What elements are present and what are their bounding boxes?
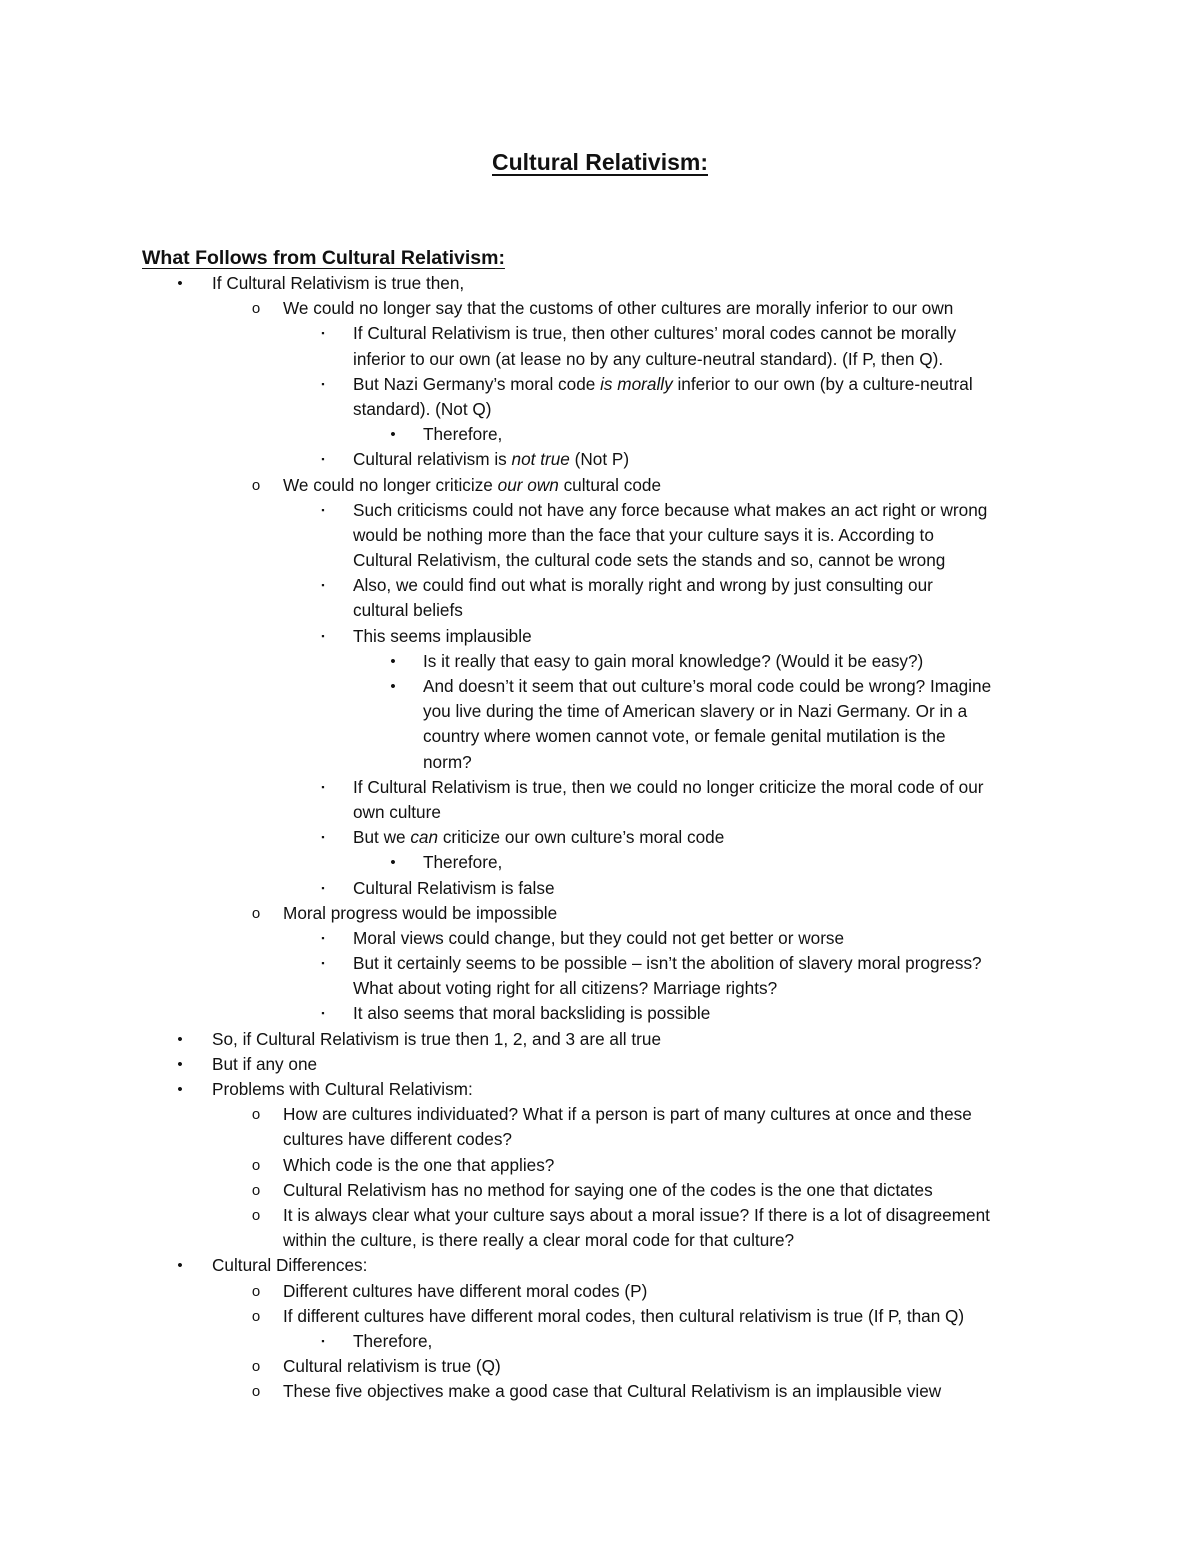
bullet-marker-icon: ▪ xyxy=(321,1335,325,1346)
list-item-continuation xyxy=(0,397,1200,422)
bullet-marker-icon: • xyxy=(177,1030,183,1048)
bullet-marker-icon: • xyxy=(177,1081,183,1098)
bullet-marker-icon: ▪ xyxy=(321,932,325,943)
list-item-text: Such criticisms could not have any force because what makes an act right or wrong xyxy=(353,499,988,520)
list-item xyxy=(0,447,1200,472)
list-item-continuation xyxy=(0,1127,1200,1152)
list-item-text: If Cultural Relativism is true, then other cultures’ moral codes cannot be morally xyxy=(353,323,957,344)
list-item xyxy=(0,1153,1200,1178)
emphasis-text: our own xyxy=(497,474,559,495)
list-item-text: But it certainly seems to be possible – isn’t the abolition of slavery moral progress? xyxy=(353,953,982,974)
list-item-text: It also seems that moral backsliding is possible xyxy=(353,1003,711,1024)
list-item xyxy=(0,1178,1200,1203)
bullet-marker-icon: o xyxy=(251,1181,261,1199)
list-item-text: How are cultures individuated? What if a person is part of many cultures at once and these xyxy=(283,1104,972,1125)
bullet-marker-icon: • xyxy=(177,275,183,292)
list-item-continuation xyxy=(0,750,1200,775)
list-item xyxy=(0,825,1200,850)
list-item xyxy=(0,1329,1200,1354)
list-item-text: These five objectives make a good case that Cultural Relativism is an implausible view xyxy=(283,1381,942,1402)
list-item xyxy=(0,926,1200,951)
list-item-text: But if any one xyxy=(212,1053,318,1074)
list-item-text: own culture xyxy=(353,801,441,822)
bullet-marker-icon: ▪ xyxy=(321,378,325,389)
section-heading: What Follows from Cultural Relativism: xyxy=(142,247,505,269)
list-item-text: Also, we could find out what is morally right and wrong by just consulting our xyxy=(353,575,933,596)
list-item-text: you live during the time of American slavery or in Nazi Germany. Or in a xyxy=(423,701,968,722)
list-item-text: cultural beliefs xyxy=(353,600,463,621)
list-item xyxy=(0,1379,1200,1404)
list-item-text: If Cultural Relativism is true, then we could no longer criticize the moral code of our xyxy=(353,776,984,797)
list-item xyxy=(0,1304,1200,1329)
list-item-text: Cultural relativism is not true (Not P) xyxy=(353,449,630,470)
bullet-marker-icon: o xyxy=(251,300,261,318)
list-item xyxy=(0,573,1200,598)
list-item xyxy=(0,1027,1200,1052)
list-item-text: within the culture, is there really a clear moral code for that culture? xyxy=(283,1230,795,1251)
list-item-text: But we can criticize our own culture’s moral code xyxy=(353,827,725,848)
list-item-text: It is always clear what your culture says about a moral issue? If there is a lot of disagreement xyxy=(283,1204,990,1225)
list-item-text: If different cultures have different moral codes, then cultural relativism is true (If P, than Q) xyxy=(283,1305,965,1326)
list-item-continuation xyxy=(0,800,1200,825)
list-item xyxy=(0,1354,1200,1379)
bullet-marker-icon: ▪ xyxy=(321,1008,325,1019)
list-item-text: norm? xyxy=(423,751,472,772)
list-item-text: cultures have different codes? xyxy=(283,1129,512,1150)
list-item-text: standard). (Not Q) xyxy=(353,398,492,419)
list-item-text: But Nazi Germany’s moral code is morally inferior to our own (by a culture-neutral xyxy=(353,373,973,394)
list-item xyxy=(0,498,1200,523)
list-item-text: Different cultures have different moral codes (P) xyxy=(283,1280,648,1301)
bullet-marker-icon: • xyxy=(177,1055,183,1073)
list-item xyxy=(0,624,1200,649)
bullet-marker-icon: ▪ xyxy=(321,328,325,339)
list-item-text: If Cultural Relativism is true then, xyxy=(212,273,465,293)
list-item-continuation xyxy=(0,724,1200,749)
list-item xyxy=(0,850,1200,875)
bullet-marker-icon: • xyxy=(177,1257,183,1275)
list-item xyxy=(0,876,1200,901)
list-item-continuation xyxy=(0,1228,1200,1253)
bullet-marker-icon: ▪ xyxy=(321,580,325,591)
bullet-marker-icon: o xyxy=(251,1156,261,1174)
list-item xyxy=(0,649,1200,674)
emphasis-text: not true xyxy=(511,449,570,470)
list-item xyxy=(0,1102,1200,1127)
list-item-text: We could no longer say that the customs of other cultures are morally inferior to our own xyxy=(283,298,954,319)
list-item-text: This seems implausible xyxy=(353,625,532,646)
list-item xyxy=(0,901,1200,926)
list-item xyxy=(0,1077,1200,1102)
list-item-continuation xyxy=(0,347,1200,372)
list-item-text: Cultural relativism is true (Q) xyxy=(283,1356,501,1377)
list-item xyxy=(0,1279,1200,1304)
bullet-marker-icon: • xyxy=(390,854,396,872)
list-item xyxy=(0,951,1200,976)
list-item xyxy=(0,775,1200,800)
bullet-marker-icon: • xyxy=(390,652,396,670)
list-item-continuation xyxy=(0,598,1200,623)
list-item-text: country where women cannot vote, or female genital mutilation is the xyxy=(423,726,946,747)
list-item-text: Which code is the one that applies? xyxy=(283,1154,555,1175)
list-item-continuation xyxy=(0,523,1200,548)
bullet-marker-icon: ▪ xyxy=(321,781,325,792)
list-item-continuation xyxy=(0,548,1200,573)
list-item-text: Problems with Cultural Relativism: xyxy=(212,1079,473,1099)
list-item xyxy=(0,1052,1200,1077)
list-item-text: inferior to our own (at lease no by any culture-neutral standard). (If P, then Q). xyxy=(353,348,944,369)
bullet-marker-icon: ▪ xyxy=(321,882,325,893)
list-item-continuation xyxy=(0,976,1200,1001)
list-item-text: We could no longer criticize our own cultural code xyxy=(283,474,662,495)
bullet-marker-icon: • xyxy=(390,426,396,444)
emphasis-text: can xyxy=(410,827,439,848)
list-item-text: Therefore, xyxy=(423,424,503,445)
bullet-marker-icon: o xyxy=(251,1358,261,1376)
bullet-marker-icon: o xyxy=(251,476,261,494)
list-item xyxy=(0,296,1200,321)
document-title: Cultural Relativism: xyxy=(492,149,708,175)
bullet-marker-icon: o xyxy=(251,1206,261,1224)
list-item-text: And doesn’t it seem that out culture’s moral code could be wrong? Imagine xyxy=(423,676,992,696)
bullet-marker-icon: o xyxy=(251,904,261,922)
list-item xyxy=(0,321,1200,346)
list-item-text: Cultural Relativism is false xyxy=(353,877,555,898)
bullet-marker-icon: o xyxy=(251,1282,261,1300)
list-item xyxy=(0,1203,1200,1228)
list-item-text: would be nothing more than the face that your culture says it is. According to xyxy=(353,524,934,545)
list-item-text: Is it really that easy to gain moral knowledge? (Would it be easy?) xyxy=(423,650,924,671)
list-item xyxy=(0,372,1200,397)
list-item xyxy=(0,473,1200,498)
list-item xyxy=(0,1001,1200,1026)
bullet-marker-icon: ▪ xyxy=(321,504,325,515)
list-item-text: Moral progress would be impossible xyxy=(283,902,558,923)
bullet-marker-icon: o xyxy=(251,1383,261,1401)
list-item-text: What about voting right for all citizens? Marriage rights? xyxy=(353,978,778,999)
list-item xyxy=(0,271,1200,296)
list-item xyxy=(0,422,1200,447)
list-item-text: Cultural Differences: xyxy=(212,1255,368,1276)
list-item-continuation xyxy=(0,699,1200,724)
bullet-marker-icon: • xyxy=(390,678,396,695)
list-item-text: Therefore, xyxy=(423,852,503,873)
list-item-text: Moral views could change, but they could not get better or worse xyxy=(353,927,845,948)
bullet-marker-icon: ▪ xyxy=(321,630,325,641)
list-item-text: Therefore, xyxy=(353,1330,433,1351)
emphasis-text: is morally xyxy=(600,373,673,394)
list-item-text: Cultural Relativism, the cultural code sets the stands and so, cannot be wrong xyxy=(353,550,946,571)
list-item xyxy=(0,674,1200,699)
outline-list xyxy=(0,271,1200,1404)
bullet-marker-icon: o xyxy=(251,1307,261,1325)
list-item-text: Cultural Relativism has no method for saying one of the codes is the one that dictates xyxy=(283,1179,933,1200)
bullet-marker-icon: ▪ xyxy=(321,958,325,969)
bullet-marker-icon: ▪ xyxy=(321,454,325,465)
list-item-text: So, if Cultural Relativism is true then 1, 2, and 3 are all true xyxy=(212,1028,661,1049)
bullet-marker-icon: o xyxy=(251,1106,261,1124)
bullet-marker-icon: ▪ xyxy=(321,832,325,843)
list-item xyxy=(0,1253,1200,1278)
